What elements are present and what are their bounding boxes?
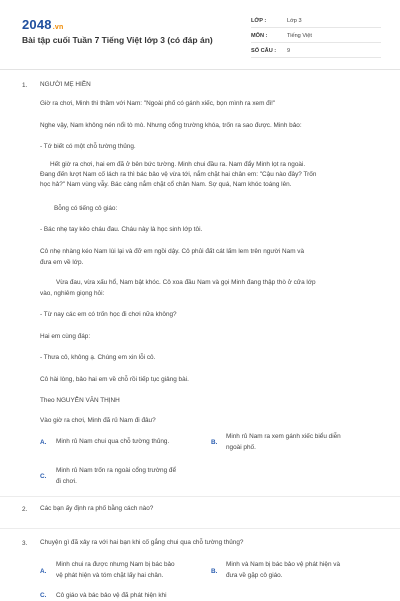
option-text: vệ phát hiện và tóm chặt lấy hai chân. — [56, 572, 164, 579]
page-header — [0, 0, 400, 70]
option-letter: A. — [40, 568, 47, 575]
meta-value: 9 — [287, 47, 291, 54]
option-letter: B. — [211, 439, 218, 446]
passage-line: vào, nghiêm giọng hỏi: — [40, 290, 105, 297]
meta-key: LỚP : — [251, 17, 267, 24]
passage-line: Hai em cùng đáp: — [40, 333, 91, 340]
option-text: đi chơi. — [56, 478, 77, 485]
option-letter: A. — [40, 439, 47, 446]
site-logo[interactable] — [22, 17, 63, 32]
passage-line: - Bác nhẹ tay kẻo cháu đau. Cháu này là học sinh lớp tôi. — [40, 226, 203, 233]
option-text: Minh chui ra được nhưng Nam bị bác bảo — [56, 561, 175, 568]
meta-row-subject — [251, 29, 381, 43]
meta-value: Tiếng Việt — [287, 32, 312, 39]
question-divider — [0, 496, 400, 497]
question-number: 2. — [22, 506, 28, 513]
meta-table — [251, 14, 381, 59]
option-letter: B. — [211, 568, 218, 575]
question-number: 3. — [22, 540, 28, 547]
question-prompt: Vào giờ ra chơi, Minh đã rủ Nam đi đâu? — [40, 417, 156, 424]
passage-line: Cô hài lòng, bảo hai em về chỗ rồi tiếp tục giảng bài. — [40, 376, 189, 383]
question-prompt: Chuyện gì đã xảy ra với hai bạn khi cố gắng chui qua chỗ tường thủng? — [40, 539, 244, 546]
passage-line: học hả?" Nam vùng vẫy. Bác càng nắm chặt cổ chân Nam. Sợ quá, Nam khóc toáng lên. — [40, 181, 292, 188]
question-prompt: Các bạn ấy định ra phố bằng cách nào? — [40, 505, 154, 512]
option-text: Minh và Nam bị bác bảo vệ phát hiện và — [226, 561, 341, 568]
passage-line: - Tớ biết có một chỗ tường thủng. — [40, 143, 136, 150]
header-divider — [0, 69, 400, 70]
passage-line: Bỗng có tiếng cô giáo: — [54, 205, 118, 212]
option-letter: C. — [40, 473, 47, 480]
meta-value: Lớp 3 — [287, 17, 302, 24]
option-text: Minh rủ Nam ra xem gánh xiếc biểu diễn — [226, 433, 341, 440]
passage-line: Vừa đau, vừa xấu hổ, Nam bật khóc. Cô xoa đầu Nam và gọi Minh đang thập thò ở cửa lớp — [56, 279, 316, 286]
passage-line: đưa em về lớp. — [40, 259, 84, 266]
passage-source: Theo NGUYỄN VĂN THỊNH — [40, 397, 120, 404]
passage-line: Hết giờ ra chơi, hai em đã ở bên bức tường. Minh chui đầu ra. Nam đẩy Minh lọt ra ngoài. — [50, 161, 306, 168]
passage-line: Giờ ra chơi, Minh thì thầm với Nam: "Ngoài phố có gánh xiếc, bọn mình ra xem đi!" — [40, 100, 276, 107]
option-text: ngoài phố. — [226, 444, 256, 451]
option-letter: C. — [40, 592, 47, 599]
meta-row-class — [251, 14, 381, 28]
meta-key: MÔN : — [251, 32, 268, 39]
question-divider — [0, 528, 400, 529]
question-number: 1. — [22, 82, 28, 89]
document-title: Bài tập cuối Tuần 7 Tiếng Việt lớp 3 (có đáp án) — [22, 35, 213, 45]
option-text: Minh rủ Nam trốn ra ngoài cổng trường để — [56, 467, 177, 474]
passage-line: Cô nhẹ nhàng kéo Nam lùi lại và đỡ em ngồi dậy. Cô phủi đất cát lấm lem trên người Nam và — [40, 248, 305, 255]
passage-title: NGƯỜI MẸ HIỀN — [40, 81, 91, 88]
option-text: Minh rủ Nam chui qua chỗ tường thủng. — [56, 438, 170, 445]
passage-line: - Từ nay các em có trốn học đi chơi nữa không? — [40, 311, 177, 318]
option-text: Cô giáo và bác bảo vệ đã phát hiện khi — [56, 592, 167, 599]
option-text: đưa về gặp cô giáo. — [226, 572, 283, 579]
passage-line: Đang đến lượt Nam cố lách ra thì bác bảo vệ vừa tới, nắm chặt hai chân em: "Cậu nào đây? Trốn — [40, 171, 317, 178]
passage-line: - Thưa cô, không ạ. Chúng em xin lỗi cô. — [40, 354, 156, 361]
meta-key: SỐ CÂU : — [251, 47, 277, 54]
logo-suffix-text: .vn — [52, 24, 64, 31]
passage-line: Nghe vậy, Nam không nén nổi tò mò. Nhưng cổng trường khóa, trốn ra sao được. Minh bảo: — [40, 122, 302, 129]
logo-main-text: 2048 — [22, 17, 52, 32]
meta-row-count — [251, 44, 381, 58]
